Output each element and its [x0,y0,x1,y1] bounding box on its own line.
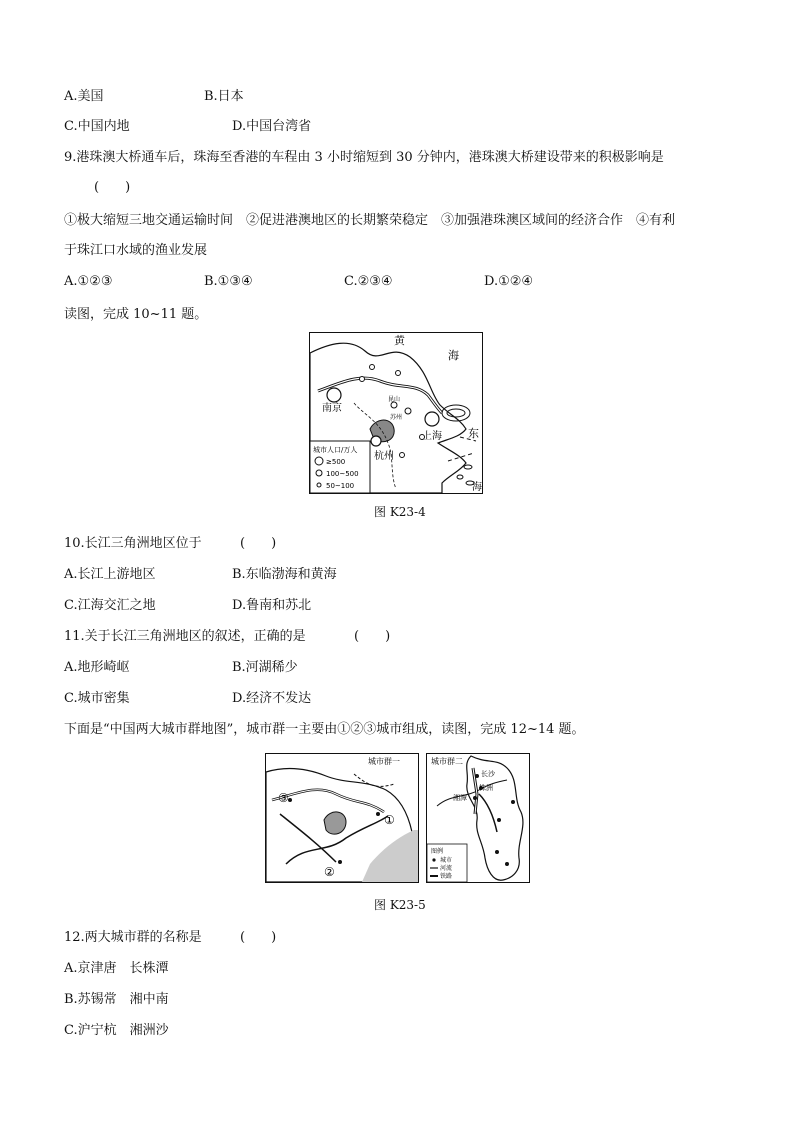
label-shanghai: 上海 [422,431,442,442]
q12-bracket: ( ) [240,930,277,945]
q11-bracket: ( ) [354,629,391,644]
q12-option-c: C.沪宁杭 湘洲沙 [64,1023,169,1038]
q8-option-a: A.美国 [64,89,104,104]
q9-statements-line2: 于珠江口水域的渔业发展 [64,243,208,258]
intro-10-11: 读图，完成 10~11 题。 [64,307,208,322]
legend-title-2: 图例 [431,848,444,855]
label-kunshan: 昆山 [388,396,401,403]
city-group-one-map [266,754,418,882]
legend-city: 城市 [440,857,453,864]
marker-1: ① [384,813,395,827]
q9-option-d: D.①②④ [484,274,534,289]
q11-option-d: D.经济不发达 [232,691,312,706]
label-xiangtan: 湘潭 [453,794,467,802]
label-zhuzhou: 株洲 [479,784,493,792]
nanjing-city-marker [327,388,341,402]
q11-option-b: B.河湖稀少 [232,660,298,675]
q10-option-b: B.东临渤海和黄海 [232,567,337,582]
label-huang: 黄 [394,334,405,347]
q9-stem: 9.港珠澳大桥通车后，珠海至香港的车程由 3 小时缩短到 30 分钟内，港珠澳大桥建设带来的积极影响是 [64,150,664,165]
q10-bracket: ( ) [240,536,277,551]
shanghai-city-marker [425,412,439,426]
q12-option-b: B.苏锡常 湘中南 [64,992,169,1007]
label-dong: 东 [468,427,479,440]
left-map-title: 城市群一 [368,757,400,766]
legend-river: 河流 [440,865,453,872]
q10-option-c: C.江海交汇之地 [64,598,156,613]
figure-k23-5-caption: 图 K23-5 [374,898,426,912]
legend-item-large: ≥500 [326,458,346,466]
city-group-two-map [427,754,529,882]
q8-option-d: D.中国台湾省 [232,119,312,134]
label-suzhou: 苏州 [390,414,403,421]
figure-k23-4-map [309,332,483,494]
q8-option-b: B.日本 [204,89,244,104]
legend-item-small: 50~100 [326,482,355,490]
hangzhou-city-marker [371,436,381,446]
marker-3: ③ [278,791,289,805]
q9-option-b: B.①③④ [204,274,253,289]
figure-k23-5-right-map [426,753,530,883]
q9-bracket: ( ) [94,180,131,195]
q12-option-a: A.京津唐 长株潭 [64,961,169,976]
right-map-title: 城市群二 [431,757,463,766]
legend-item-medium: 100~500 [326,470,359,478]
legend-title: 城市人口/万人 [313,446,358,454]
q9-statements-line1: ①极大缩短三地交通运输时间 ②促进港澳地区的长期繁荣稳定 ③加强港珠澳区域间的经济合作 ④有利 [64,213,676,228]
intro-12-14: 下面是“中国两大城市群地图”，城市群一主要由①②③城市组成，读图，完成 12~14 题。 [64,722,585,737]
q10-option-d: D.鲁南和苏北 [232,598,312,613]
yangtze-delta-map [310,333,482,493]
label-hai2: 海 [472,482,482,493]
q10-option-a: A.长江上游地区 [64,567,156,582]
q9-option-a: A.①②③ [64,274,113,289]
label-nanjing: 南京 [322,403,342,414]
q11-option-c: C.城市密集 [64,691,130,706]
q10-stem: 10.长江三角洲地区位于 [64,536,202,551]
label-hai1: 海 [448,349,459,362]
label-hangzhou: 杭州 [374,451,394,462]
marker-2: ② [324,865,335,879]
q9-option-c: C.②③④ [344,274,393,289]
q8-option-c: C.中国内地 [64,119,130,134]
figure-k23-4-caption: 图 K23-4 [374,505,426,519]
q11-stem: 11.关于长江三角洲地区的叙述，正确的是 [64,629,306,644]
q11-option-a: A.地形崎岖 [64,660,130,675]
label-changsha: 长沙 [481,770,495,778]
q12-stem: 12.两大城市群的名称是 [64,930,202,945]
figure-k23-5-left-map [265,753,419,883]
legend-railway: 铁路 [440,873,453,880]
